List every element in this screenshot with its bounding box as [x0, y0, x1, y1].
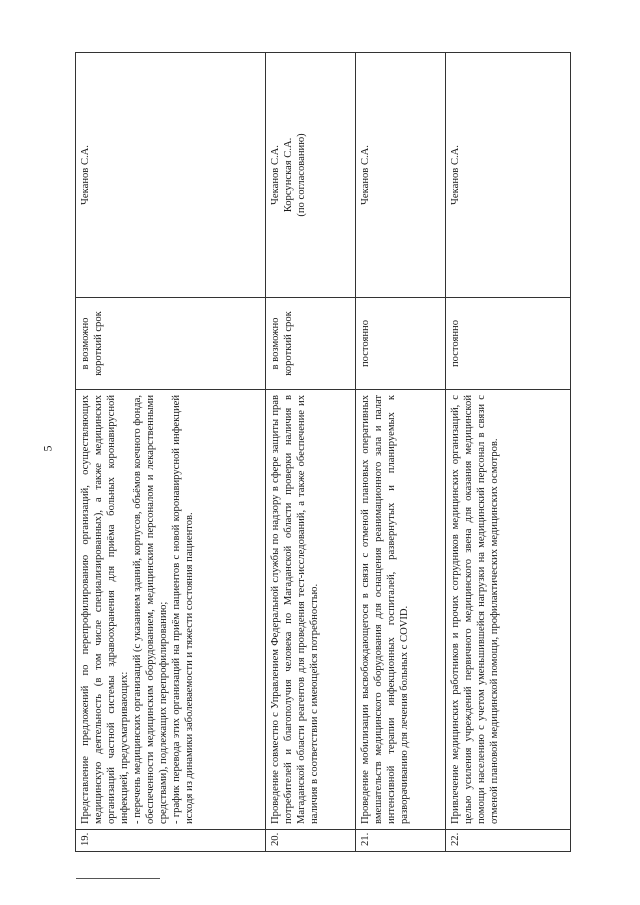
- action-plan-table: [75, 52, 571, 852]
- row-number: 22.: [446, 830, 571, 852]
- page-number: 5: [40, 445, 55, 452]
- responsible-note: (по согласованию): [296, 133, 307, 217]
- responsible-cell: [266, 53, 356, 298]
- responsible-cell: [446, 53, 571, 298]
- term-cell: в возможно короткий срок: [266, 298, 356, 390]
- term-cell: в возможно короткий срок: [76, 298, 266, 390]
- responsible-name: Чеканов С.А.: [270, 145, 281, 205]
- measure-line: - график перевода этих организаций на приём пациентов с новой коронавирусной инфекцией исходя из динамики заболеваемости и тяжести состояния пациентов.: [171, 395, 195, 824]
- measure-description: [356, 390, 446, 830]
- rotated-page-content: [75, 52, 570, 852]
- measure-description: [266, 390, 356, 830]
- row-number: 20.: [266, 830, 356, 852]
- table-row: [446, 53, 571, 852]
- measure-line: Проведение мобилизации высвобождающегося в связи с отменой плановых оперативных вмешательств медицинского оборудования для оснащения реанимационного зала и палат интенсивной терапии инфекционных госпиталей, развернутых и планируемых к разворачиванию для лечения больных с COVID.: [360, 395, 410, 824]
- table-row: [266, 53, 356, 852]
- measure-description: [446, 390, 571, 830]
- table-row: [356, 53, 446, 852]
- measure-line: - перечень медицинских организаций (с указанием зданий, корпусов, объёмов коечного фонда, обеспеченности медицинским оборудованием, медицинским персоналом и лекарственными средствами), подлежащих перепрофилированию;: [132, 395, 169, 824]
- measure-line: Представление предложений по перепрофилированию организаций, осуществляющих медицинскую деятельность (в том числе специализированных), а также медицинских организаций частной системы здравоохранения для приёма больных коронавирусной инфекцией, предусматривающих:: [80, 395, 130, 824]
- responsible-name: Чеканов С.А.: [360, 145, 371, 205]
- responsible-name: Корсунская С.А.: [283, 137, 294, 213]
- term-cell: постоянно: [356, 298, 446, 390]
- footer-rule: [76, 878, 160, 879]
- row-number: 21.: [356, 830, 446, 852]
- table-row: [76, 53, 266, 852]
- term-cell: постоянно: [446, 298, 571, 390]
- row-number: 19.: [76, 830, 266, 852]
- responsible-cell: [356, 53, 446, 298]
- responsible-cell: [76, 53, 266, 298]
- responsible-name: Чеканов С.А.: [450, 145, 461, 205]
- measure-description: [76, 390, 266, 830]
- responsible-name: Чеканов С.А.: [80, 145, 91, 205]
- measure-line: Проведение совместно с Управлением Федеральной службы по надзору в сфере защиты прав потребителей и благополучия человека по Магаданской области проверки наличия в Магаданской области реагентов для проведения тест-исследований, а также обеспечение их наличия в соответствии с имеющейся потребностью.: [270, 395, 320, 824]
- measure-line: Привлечение медицинских работников и прочих сотрудников медицинских организаций, с целью усиления учреждений первичного медицинского звена для оказания медицинской помощи населению с учетом уменьшившейся нагрузки на медицинский персонал в связи с отменой плановой медицинской помощи, профилактических медицинских осмотров.: [450, 395, 500, 824]
